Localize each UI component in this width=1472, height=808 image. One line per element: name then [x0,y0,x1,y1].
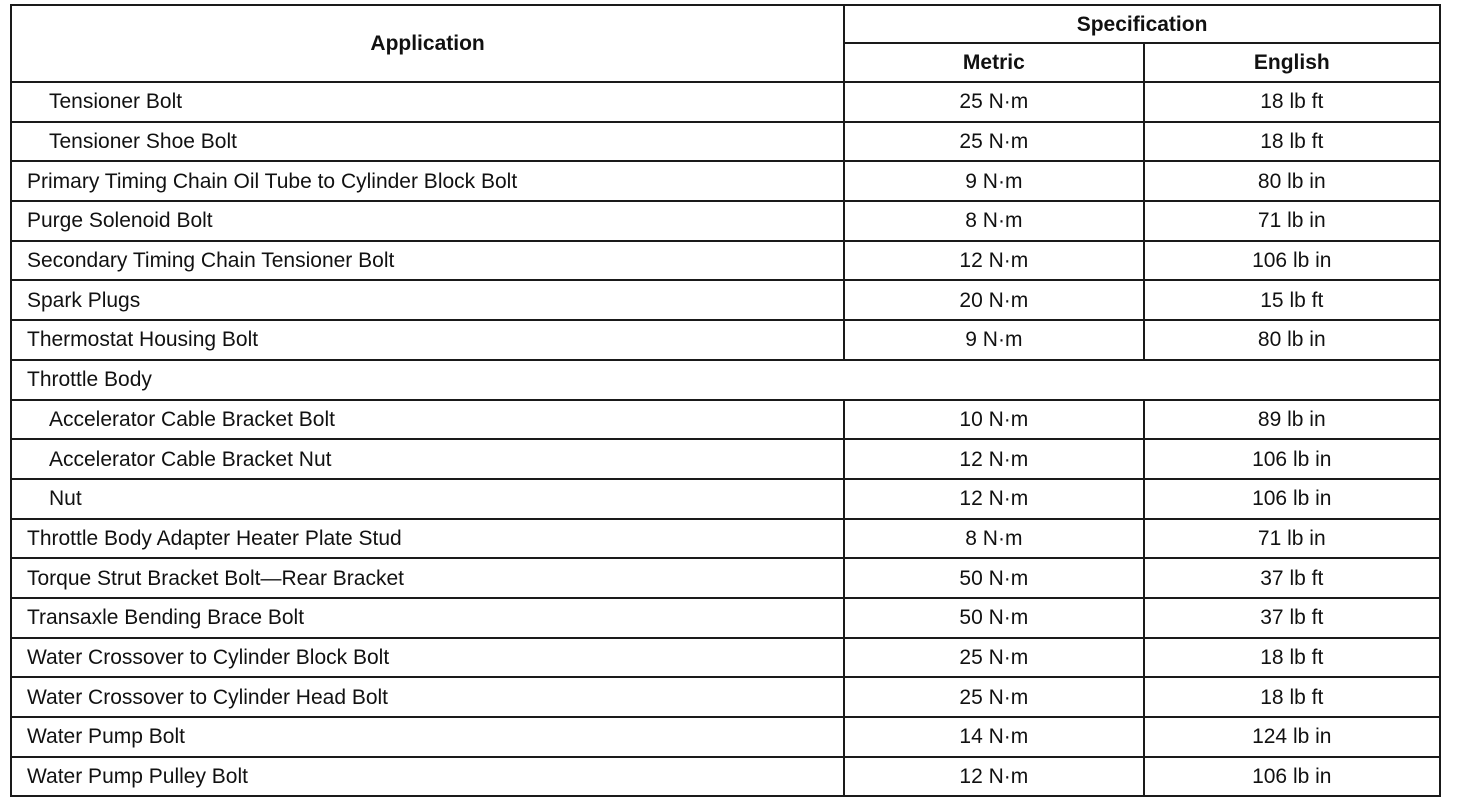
table-row [11,638,1440,678]
english-cell: 18 lb ft [1144,122,1440,162]
application-cell: Transaxle Bending Brace Bolt [11,598,844,638]
table-body [11,82,1440,796]
application-cell: Primary Timing Chain Oil Tube to Cylinder Block Bolt [11,161,844,201]
metric-cell: 9 N·m [844,161,1143,201]
english-cell: 71 lb in [1144,519,1440,559]
table-row [11,757,1440,797]
table-row [11,439,1440,479]
english-cell: 37 lb ft [1144,598,1440,638]
metric-cell: 8 N·m [844,201,1143,241]
metric-cell: 25 N·m [844,638,1143,678]
english-cell: 80 lb in [1144,320,1440,360]
table-group-row [11,360,1440,400]
metric-cell: 25 N·m [844,82,1143,122]
application-cell: Secondary Timing Chain Tensioner Bolt [11,241,844,281]
table-row [11,558,1440,598]
metric-cell: 10 N·m [844,400,1143,440]
english-cell: 71 lb in [1144,201,1440,241]
table-row [11,519,1440,559]
application-cell: Water Crossover to Cylinder Head Bolt [11,677,844,717]
table-row [11,320,1440,360]
table-row [11,598,1440,638]
english-cell: 106 lb in [1144,479,1440,519]
english-cell: 18 lb ft [1144,677,1440,717]
group-label-cell: Throttle Body [11,360,1440,400]
application-cell: Spark Plugs [11,280,844,320]
application-cell: Throttle Body Adapter Heater Plate Stud [11,519,844,559]
table-row [11,161,1440,201]
table-row [11,280,1440,320]
english-cell: 89 lb in [1144,400,1440,440]
header-row-top [11,5,1440,43]
english-cell: 18 lb ft [1144,82,1440,122]
english-cell: 80 lb in [1144,161,1440,201]
table-row [11,201,1440,241]
metric-cell: 25 N·m [844,122,1143,162]
metric-cell: 9 N·m [844,320,1143,360]
metric-cell: 50 N·m [844,558,1143,598]
header-english: English [1144,43,1440,82]
table-row [11,717,1440,757]
application-cell: Water Crossover to Cylinder Block Bolt [11,638,844,678]
metric-cell: 12 N·m [844,439,1143,479]
metric-cell: 12 N·m [844,479,1143,519]
english-cell: 124 lb in [1144,717,1440,757]
table-row [11,677,1440,717]
metric-cell: 20 N·m [844,280,1143,320]
header-metric: Metric [844,43,1143,82]
torque-spec-table [10,4,1441,797]
metric-cell: 25 N·m [844,677,1143,717]
application-cell: Torque Strut Bracket Bolt—Rear Bracket [11,558,844,598]
english-cell: 37 lb ft [1144,558,1440,598]
english-cell: 18 lb ft [1144,638,1440,678]
english-cell: 106 lb in [1144,241,1440,281]
application-cell: Purge Solenoid Bolt [11,201,844,241]
table-header [11,5,1440,82]
application-cell: Accelerator Cable Bracket Bolt [11,400,844,440]
metric-cell: 50 N·m [844,598,1143,638]
application-cell: Thermostat Housing Bolt [11,320,844,360]
header-application: Application [11,5,844,82]
application-cell: Tensioner Shoe Bolt [11,122,844,162]
application-cell: Water Pump Bolt [11,717,844,757]
table-row [11,241,1440,281]
application-cell: Tensioner Bolt [11,82,844,122]
metric-cell: 14 N·m [844,717,1143,757]
english-cell: 15 lb ft [1144,280,1440,320]
metric-cell: 8 N·m [844,519,1143,559]
metric-cell: 12 N·m [844,241,1143,281]
application-cell: Water Pump Pulley Bolt [11,757,844,797]
metric-cell: 12 N·m [844,757,1143,797]
table-row [11,479,1440,519]
english-cell: 106 lb in [1144,757,1440,797]
application-cell: Nut [11,479,844,519]
header-specification: Specification [844,5,1440,43]
english-cell: 106 lb in [1144,439,1440,479]
table-row [11,122,1440,162]
application-cell: Accelerator Cable Bracket Nut [11,439,844,479]
table-row [11,400,1440,440]
table-row [11,82,1440,122]
